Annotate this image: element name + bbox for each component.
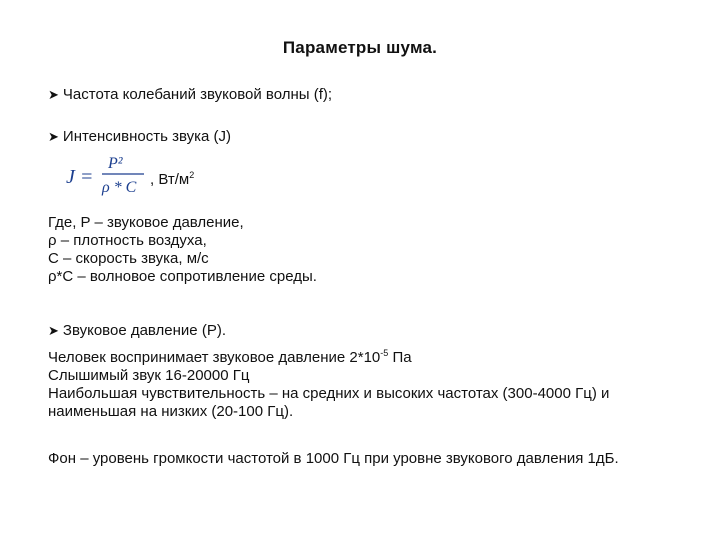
- definitions-block: [48, 214, 688, 286]
- pressure-unit: Па: [388, 349, 412, 366]
- pressure-line-3: Наибольшая чувствительность – на средних и высоких частотах (300-4000 Гц) и наименьшая на низких (20-100 Гц).: [48, 385, 610, 420]
- pressure-exp: -5: [380, 348, 389, 358]
- formula-denominator: ρ * C: [102, 179, 137, 196]
- formula-unit-exp: 2: [189, 170, 195, 180]
- pressure-line-1-text: Человек воспринимает звуковое давление 2*10: [48, 349, 381, 366]
- bullet-frequency-text: Частота колебаний звуковой волны (f);: [62, 86, 333, 103]
- intensity-formula: [66, 150, 146, 200]
- formula-unit: [150, 170, 194, 188]
- arrow-bullet-icon: ➤: [48, 129, 59, 144]
- bullet-pressure: [48, 322, 226, 339]
- pressure-block: [48, 344, 688, 421]
- formula-lhs: J =: [66, 166, 94, 188]
- definition-line: C – скорость звука, м/с: [48, 250, 209, 267]
- definition-line: ρ – плотность воздуха,: [48, 232, 207, 249]
- arrow-bullet-icon: ➤: [48, 323, 59, 338]
- definition-line: Где, P – звуковое давление,: [48, 214, 244, 231]
- bullet-intensity-text: Интенсивность звука (J): [62, 128, 232, 145]
- definition-line: ρ*C – волновое сопротивление среды.: [48, 268, 317, 285]
- arrow-bullet-icon: ➤: [48, 87, 59, 102]
- bullet-pressure-text: Звуковое давление (P).: [62, 322, 226, 339]
- phon-definition: Фон – уровень громкости частотой в 1000 Гц при уровне звукового давления 1дБ.: [48, 450, 619, 467]
- slide-title: Параметры шума.: [282, 38, 438, 57]
- bullet-frequency: [48, 86, 332, 103]
- formula-numerator: P²: [108, 155, 123, 172]
- pressure-line-2: Слышимый звук 16-20000 Гц: [48, 367, 250, 384]
- bullet-intensity: [48, 128, 231, 145]
- formula-unit-text: , Вт/м: [150, 171, 190, 188]
- pressure-line-1: [48, 344, 688, 367]
